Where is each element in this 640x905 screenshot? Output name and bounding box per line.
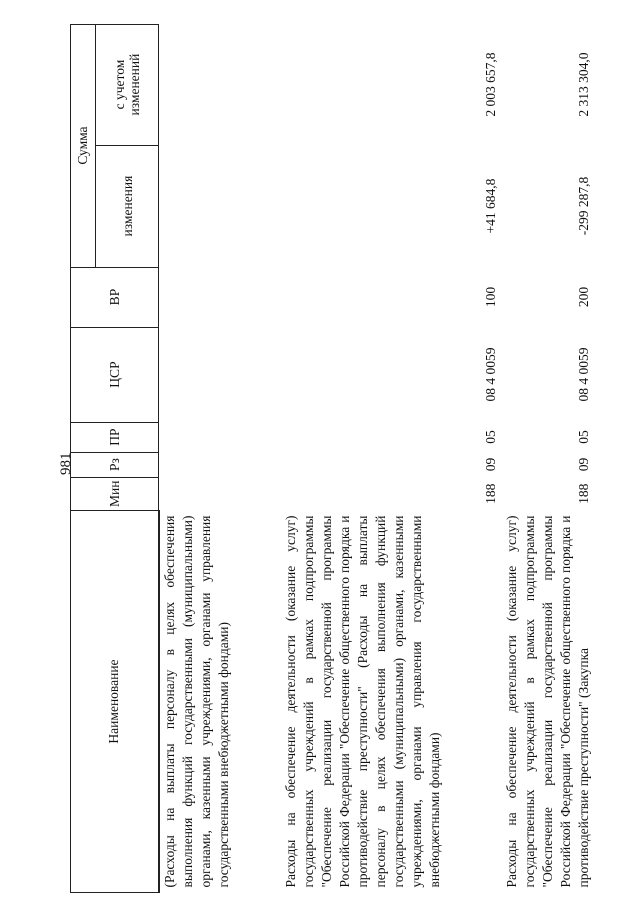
row-vr <box>159 267 281 327</box>
header-pr: ПР <box>71 422 159 452</box>
row-pr <box>159 422 281 452</box>
header-with-changes: с учетом изменений <box>96 24 159 145</box>
row-vr: 200 <box>575 286 591 308</box>
header-sum: Сумма <box>71 24 96 267</box>
row-rz: 09 <box>482 457 498 472</box>
header-change: изменения <box>96 145 159 267</box>
table-row <box>281 24 502 892</box>
page-number: 981 <box>58 452 74 475</box>
row-total: 2 313 304,0 <box>575 52 591 117</box>
row-min <box>159 477 281 510</box>
table-row <box>502 24 595 892</box>
row-name: (Расходы на выплаты персоналу в целях обеспечения выполнения функций государственными (муниципальными) органами, казенными учреждениями, органами управления государственными внебюджетными фондами) <box>159 511 281 893</box>
header-name: Наименование <box>71 511 159 893</box>
row-change: -299 287,8 <box>575 176 591 236</box>
row-change: +41 684,8 <box>482 178 498 234</box>
header-vr: ВР <box>71 267 159 327</box>
row-min: 188 <box>482 483 498 504</box>
row-csr: 08 4 0059 <box>575 347 591 402</box>
table-row <box>159 24 281 892</box>
header-min: Мин <box>71 477 159 510</box>
row-pr: 05 <box>575 430 591 444</box>
row-change <box>159 145 281 267</box>
row-name: Расходы на обеспечение деятельности (оказание услуг) государственных учреждений в рамках подпрограммы "Обеспечение реализации государственной программы Российской Федерации "Обеспечение общественного порядка и противодействие преступности" (Расходы на выплаты персоналу в целях обеспечения выполнения функций государственными (муниципальными) органами, казенными учреждениями, органами управления государственными внебюджетными фондами) <box>282 515 442 888</box>
row-csr <box>159 327 281 422</box>
header-csr: ЦСР <box>71 327 159 422</box>
budget-table <box>70 24 595 893</box>
row-rz: 09 <box>575 457 591 472</box>
row-csr: 08 4 0059 <box>482 347 498 402</box>
row-total: 2 003 657,8 <box>482 52 498 117</box>
row-total <box>159 24 281 145</box>
row-pr: 05 <box>482 430 498 444</box>
row-vr: 100 <box>482 286 498 308</box>
row-name: Расходы на обеспечение деятельности (оказание услуг) государственных учреждений в рамках подпрограммы "Обеспечение реализации государственной программы Российской Федерации "Обеспечение общественного порядка и противодействие преступности" (Закупка <box>503 515 591 888</box>
row-rz <box>159 452 281 477</box>
row-min: 188 <box>575 483 591 504</box>
header-rz: Рз <box>71 452 159 477</box>
